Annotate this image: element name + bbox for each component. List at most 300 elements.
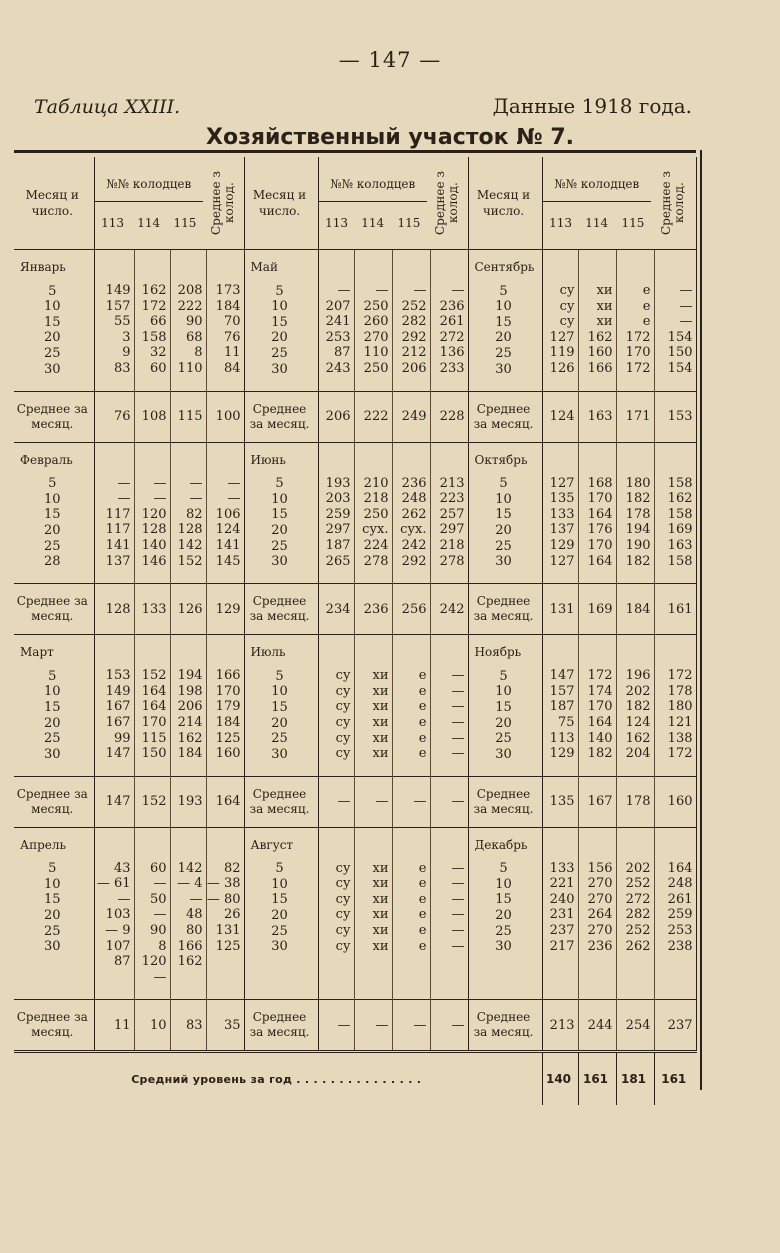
well-value: 252 [625, 876, 651, 892]
monthly-average-value: 160 [654, 776, 696, 827]
monthly-average-value: 126 [170, 584, 206, 635]
well-value: е [418, 876, 427, 892]
day-number: 5 [275, 476, 284, 492]
well-value: 243 [325, 360, 351, 376]
well-value: 206 [401, 360, 427, 376]
month-column-header: Месяц и число. [244, 157, 318, 250]
well-value: 149 [105, 283, 131, 298]
header-row [14, 157, 696, 250]
monthly-average-value: 244 [578, 1000, 616, 1052]
well-value: е [418, 860, 427, 876]
monthly-average-value: — [392, 1000, 430, 1052]
wells-column-header [542, 157, 654, 250]
average-value: 223 [439, 491, 465, 507]
monthly-average-value: 256 [392, 584, 430, 635]
well-value: 137 [549, 522, 575, 538]
monthly-average-value: 254 [616, 1000, 654, 1052]
average-value: — [227, 475, 241, 491]
well-value: 66 [149, 314, 167, 330]
average-value: 233 [439, 360, 465, 376]
well-value: 3 [122, 329, 131, 345]
monthly-average-value: 11 [94, 1000, 134, 1052]
month-name: Май [250, 260, 278, 274]
well-value: 128 [141, 522, 167, 538]
well-value: 149 [105, 683, 131, 699]
day-number: 30 [495, 361, 512, 377]
well-value: 194 [177, 668, 203, 684]
well-value: 265 [325, 553, 351, 569]
well-value: — 103 [105, 891, 131, 923]
monthly-average-value: 100 [206, 391, 244, 442]
day-number: 5 [48, 283, 57, 299]
well-value: су [335, 938, 351, 954]
well-value: 133 [549, 860, 575, 876]
well-value: 190 [625, 537, 651, 553]
day-number: 15 [43, 699, 61, 715]
well-value: 110 [363, 345, 389, 361]
well-value: 90 [185, 314, 203, 330]
well-value: су [335, 668, 351, 684]
average-value: 184 [215, 714, 241, 730]
day-number: 20 [271, 908, 288, 924]
well-value: — [117, 491, 131, 507]
day-number: 25 [43, 538, 61, 554]
well-value: су [335, 730, 351, 746]
monthly-average-label: Среднее за месяц. [14, 776, 94, 827]
average-value: — [227, 491, 241, 507]
well-value: хи [596, 314, 613, 330]
monthly-average-value: 161 [654, 584, 696, 635]
day-number: 5 [499, 283, 508, 299]
well-value: 162 [177, 954, 203, 970]
average-value: 173 [215, 283, 241, 298]
well-value: 187 [549, 699, 575, 715]
day-number: 10 [495, 491, 512, 507]
month-name: Октябрь [474, 452, 528, 467]
well-value: 164 [587, 553, 613, 569]
well-value: 75 [557, 714, 575, 730]
well-value: 83 [113, 360, 131, 376]
well-value: 264 [587, 907, 613, 923]
average-value: — [451, 923, 465, 939]
well-value: 178 [625, 506, 651, 522]
average-value: 121 [667, 714, 693, 730]
well-value: сух. [400, 522, 427, 538]
monthly-average-value: 163 [578, 391, 616, 442]
well-value: хи [372, 746, 389, 762]
month-name: Июнь [250, 452, 286, 467]
month-block-row [14, 827, 696, 1000]
day-number: 25 [495, 345, 512, 361]
month-name: Декабрь [474, 837, 528, 852]
well-value: хи [596, 283, 613, 298]
well-value: 172 [141, 298, 167, 314]
average-value: 124 [215, 522, 241, 538]
well-value: 259 [325, 506, 351, 522]
monthly-average-value: 206 [318, 391, 354, 442]
well-value: 180 [625, 475, 651, 491]
day-number: 10 [271, 876, 288, 892]
well-number: 115 [397, 215, 421, 230]
well-value: 182 [587, 746, 613, 762]
well-value: су [335, 714, 351, 730]
well-value: 82 [185, 506, 203, 522]
well-value: — [117, 475, 131, 491]
wells-column-header [94, 157, 206, 250]
wells-label: №№ колодцев [106, 176, 192, 191]
monthly-average-value: 164 [206, 776, 244, 827]
monthly-average-value: — [318, 776, 354, 827]
monthly-average-value: 213 [542, 1000, 578, 1052]
well-value: 236 [401, 475, 427, 491]
well-value: 115 [141, 730, 167, 746]
well-value: 120 [141, 506, 167, 522]
day-number: 10 [495, 684, 512, 700]
average-value: 145 [215, 553, 241, 569]
day-number: 5 [499, 476, 508, 492]
well-value: 184 [177, 746, 203, 762]
well-value: 260 [363, 314, 389, 330]
monthly-average-label: Среднее за месяц. [14, 391, 94, 442]
well-value: 252 [625, 923, 651, 939]
day-number: 5 [275, 283, 284, 299]
average-value: 125 [215, 730, 241, 746]
day-number: 25 [271, 538, 288, 554]
day-number: 20 [43, 908, 61, 924]
well-value: 252 [401, 298, 427, 314]
average-value: — [451, 683, 465, 699]
well-value: хи [372, 668, 389, 684]
month-name: Март [20, 645, 54, 660]
day-number: 20 [43, 330, 61, 346]
well-value: хи [372, 860, 389, 876]
day-number: 20 [495, 715, 512, 731]
monthly-average-value: 133 [134, 584, 170, 635]
well-value: 55 [113, 314, 131, 330]
well-value: — [189, 475, 203, 491]
well-value: 170 [587, 491, 613, 507]
well-value: 206 [177, 699, 203, 715]
well-value: хи [372, 683, 389, 699]
monthly-average-label: Среднее за месяц. [468, 1000, 542, 1052]
day-number: 15 [271, 892, 288, 908]
average-value: 82 [223, 860, 241, 876]
well-value: 129 [549, 746, 575, 762]
well-value: е [418, 923, 427, 939]
well-value: 142 [177, 537, 203, 553]
day-number: 15 [271, 314, 288, 330]
well-value: 87 [333, 345, 351, 361]
monthly-average-value: 169 [578, 584, 616, 635]
average-value: 76 [223, 329, 241, 345]
average-value: — [451, 668, 465, 684]
well-value: 272 [625, 891, 651, 907]
well-value: 278 [363, 553, 389, 569]
average-value: 154 [667, 360, 693, 376]
well-value: 172 [625, 329, 651, 345]
well-value: 212 [401, 345, 427, 361]
well-value: 158 [141, 329, 167, 345]
well-number: 115 [621, 215, 645, 230]
right-rule [700, 150, 702, 1090]
day-number: 25 [495, 538, 512, 554]
well-value: е [418, 746, 427, 762]
monthly-average-value: 128 [94, 584, 134, 635]
well-value: хи [372, 876, 389, 892]
well-value: 60 [149, 860, 167, 876]
monthly-average-value: 124 [542, 391, 578, 442]
day-number: 10 [43, 299, 61, 315]
average-value: — [451, 907, 465, 923]
day-number: 25 [271, 345, 288, 361]
monthly-average-value: 108 [134, 391, 170, 442]
well-value: 210 [363, 475, 389, 491]
day-number: 30 [495, 746, 512, 762]
well-value: 137 [105, 553, 131, 569]
average-value: 172 [667, 668, 693, 684]
month-name: Апрель [20, 837, 67, 852]
well-value: су [335, 860, 351, 876]
well-value: хи [372, 891, 389, 907]
well-value: 166 [177, 938, 203, 954]
well-value: — 61 [96, 876, 131, 892]
average-value: — [451, 938, 465, 954]
well-value: су [335, 923, 351, 939]
page-number: — 147 — [338, 48, 442, 72]
monthly-average-label: Среднее за месяц. [14, 584, 94, 635]
well-value: хи [372, 714, 389, 730]
monthly-average-value: 135 [542, 776, 578, 827]
well-value: 157 [105, 298, 131, 314]
day-number: 30 [43, 361, 61, 377]
average-value: 141 [215, 537, 241, 553]
day-number: 30 [43, 939, 61, 955]
well-number: 114 [585, 215, 609, 230]
average-column-header [430, 157, 468, 250]
average-value: — [451, 730, 465, 746]
well-value: 250 [363, 506, 389, 522]
average-value: 125 [215, 938, 241, 954]
day-number: 20 [495, 908, 512, 924]
well-value: 124 [625, 714, 651, 730]
well-value: 60 [149, 360, 167, 376]
well-value: 182 [625, 553, 651, 569]
average-value: 169 [667, 522, 693, 538]
average-value: 131 [215, 923, 241, 939]
well-value: 237 [549, 923, 575, 939]
average-value: 164 [667, 860, 693, 876]
monthly-average-label: Среднее за месяц. [244, 584, 318, 635]
well-value: 164 [587, 714, 613, 730]
well-value: 217 [549, 938, 575, 954]
day-number: 10 [495, 876, 512, 892]
month-name: Сентябрь [474, 260, 535, 274]
page-title: Хозяйственный участок № 7. [206, 125, 574, 150]
average-value: 138 [667, 730, 693, 746]
average-value: 158 [667, 475, 693, 491]
average-value: 163 [667, 537, 693, 553]
well-value: е [418, 714, 427, 730]
well-value: хи [596, 298, 613, 314]
monthly-average-label: Среднее за месяц. [244, 391, 318, 442]
well-value: 150 [141, 746, 167, 762]
average-value: — [679, 298, 693, 314]
day-number: 15 [495, 314, 512, 330]
monthly-average-row [14, 776, 696, 827]
average-label: Среднее з колод. [209, 171, 237, 235]
average-label: Среднее з колод. [659, 171, 687, 235]
monthly-average-value: 228 [430, 391, 468, 442]
average-value: 180 [667, 699, 693, 715]
average-value: 136 [439, 345, 465, 361]
month-name: Январь [20, 260, 66, 274]
well-value: 292 [401, 553, 427, 569]
average-value: 184 [215, 298, 241, 314]
well-value: 204 [625, 746, 651, 762]
well-value: 270 [587, 923, 613, 939]
average-value: 154 [667, 329, 693, 345]
well-value: 113 [549, 730, 575, 746]
day-number: 15 [495, 892, 512, 908]
well-value: 270 [363, 329, 389, 345]
well-value: 127 [549, 553, 575, 569]
monthly-average-value: 35 [206, 1000, 244, 1052]
well-value: 147 [549, 668, 575, 684]
average-column-header [654, 157, 696, 250]
average-value: 70 [223, 314, 241, 330]
well-value: 187 [325, 537, 351, 553]
well-value: 262 [401, 506, 427, 522]
well-value: 147 [105, 746, 131, 762]
day-number: 30 [495, 939, 512, 955]
well-value: 224 [363, 537, 389, 553]
well-value: е [418, 891, 427, 907]
day-number: 5 [499, 861, 508, 877]
well-number: 115 [173, 215, 197, 230]
well-value: су [559, 298, 575, 314]
average-value: 259 [667, 907, 693, 923]
average-value: 238 [667, 938, 693, 954]
monthly-average-value: 10 [134, 1000, 170, 1052]
well-value: 164 [141, 683, 167, 699]
well-value: 292 [401, 329, 427, 345]
well-value: 32 [149, 345, 167, 361]
well-value: су [335, 891, 351, 907]
well-value: су [335, 683, 351, 699]
well-value: 193 [325, 475, 351, 491]
average-value: 261 [667, 891, 693, 907]
average-value: — [451, 714, 465, 730]
well-value: су [559, 283, 575, 298]
day-number: 20 [271, 522, 288, 538]
well-value: 282 [625, 907, 651, 923]
well-value: 172 [625, 360, 651, 376]
well-value: е [418, 699, 427, 715]
well-value: 43 [113, 860, 131, 876]
yearly-average-value: 161 [654, 1052, 696, 1106]
day-number: 25 [495, 923, 512, 939]
monthly-average-value: 184 [616, 584, 654, 635]
monthly-average-value: 234 [318, 584, 354, 635]
well-value: 207 [325, 298, 351, 314]
day-number: 10 [43, 684, 61, 700]
well-value: 119 [549, 345, 575, 361]
well-value: хи [372, 699, 389, 715]
well-value: 250 [363, 360, 389, 376]
average-value: 166 [215, 668, 241, 684]
well-value: 146 [141, 553, 167, 569]
well-value: хи [372, 907, 389, 923]
well-value: хи [372, 923, 389, 939]
average-value: 150 [667, 345, 693, 361]
well-value: 176 [587, 522, 613, 538]
average-value: — [451, 283, 465, 298]
month-column-header: Месяц и число. [468, 157, 542, 250]
average-value: 106 [215, 506, 241, 522]
monthly-average-value: 152 [134, 776, 170, 827]
average-value: 248 [667, 876, 693, 892]
yearly-average-label: Средний уровень за год . . . . . . . . . . . . . . . [14, 1052, 542, 1106]
month-column-header: Месяц и число. [14, 157, 94, 250]
monthly-average-value: — [430, 1000, 468, 1052]
average-value: — [451, 891, 465, 907]
monthly-average-value: 237 [654, 1000, 696, 1052]
well-value: 231 [549, 907, 575, 923]
month-block-row [14, 250, 696, 392]
well-value: — 9 [105, 923, 131, 939]
month-name: Февраль [20, 452, 73, 467]
well-value: 222 [177, 298, 203, 314]
day-number: 5 [499, 668, 508, 684]
monthly-average-value: — [354, 1000, 392, 1052]
well-value: 127 [549, 329, 575, 345]
well-value: — [189, 491, 203, 507]
well-number: 114 [137, 215, 161, 230]
day-number: 15 [43, 892, 61, 908]
day-number: 20 [495, 330, 512, 346]
monthly-average-value: 193 [170, 776, 206, 827]
monthly-average-row [14, 1000, 696, 1052]
well-value: хи [372, 938, 389, 954]
average-label: Среднее з колод. [433, 171, 461, 235]
well-value: 242 [401, 537, 427, 553]
average-value: 158 [667, 506, 693, 522]
monthly-average-value: 242 [430, 584, 468, 635]
day-number: 28 [43, 554, 61, 570]
day-number: 20 [495, 522, 512, 538]
monthly-average-label: Среднее за месяц. [244, 1000, 318, 1052]
well-value: — [337, 283, 351, 298]
well-value: 164 [141, 699, 167, 715]
well-value: 168 [587, 475, 613, 491]
well-value: 117 [105, 506, 131, 522]
well-value: е [642, 314, 651, 330]
monthly-average-value: 236 [354, 584, 392, 635]
average-value: — 80 [206, 891, 241, 907]
well-value: 282 [401, 314, 427, 330]
day-number: 25 [271, 923, 288, 939]
day-number: 25 [495, 731, 512, 747]
well-value: 170 [587, 699, 613, 715]
well-number: 113 [325, 215, 349, 230]
well-value: 170 [587, 537, 613, 553]
day-number: 10 [271, 299, 288, 315]
day-number: 25 [271, 731, 288, 747]
well-value: 182 [625, 699, 651, 715]
well-value: су [335, 876, 351, 892]
well-value: 142 [177, 860, 203, 876]
well-value: 141 [105, 537, 131, 553]
